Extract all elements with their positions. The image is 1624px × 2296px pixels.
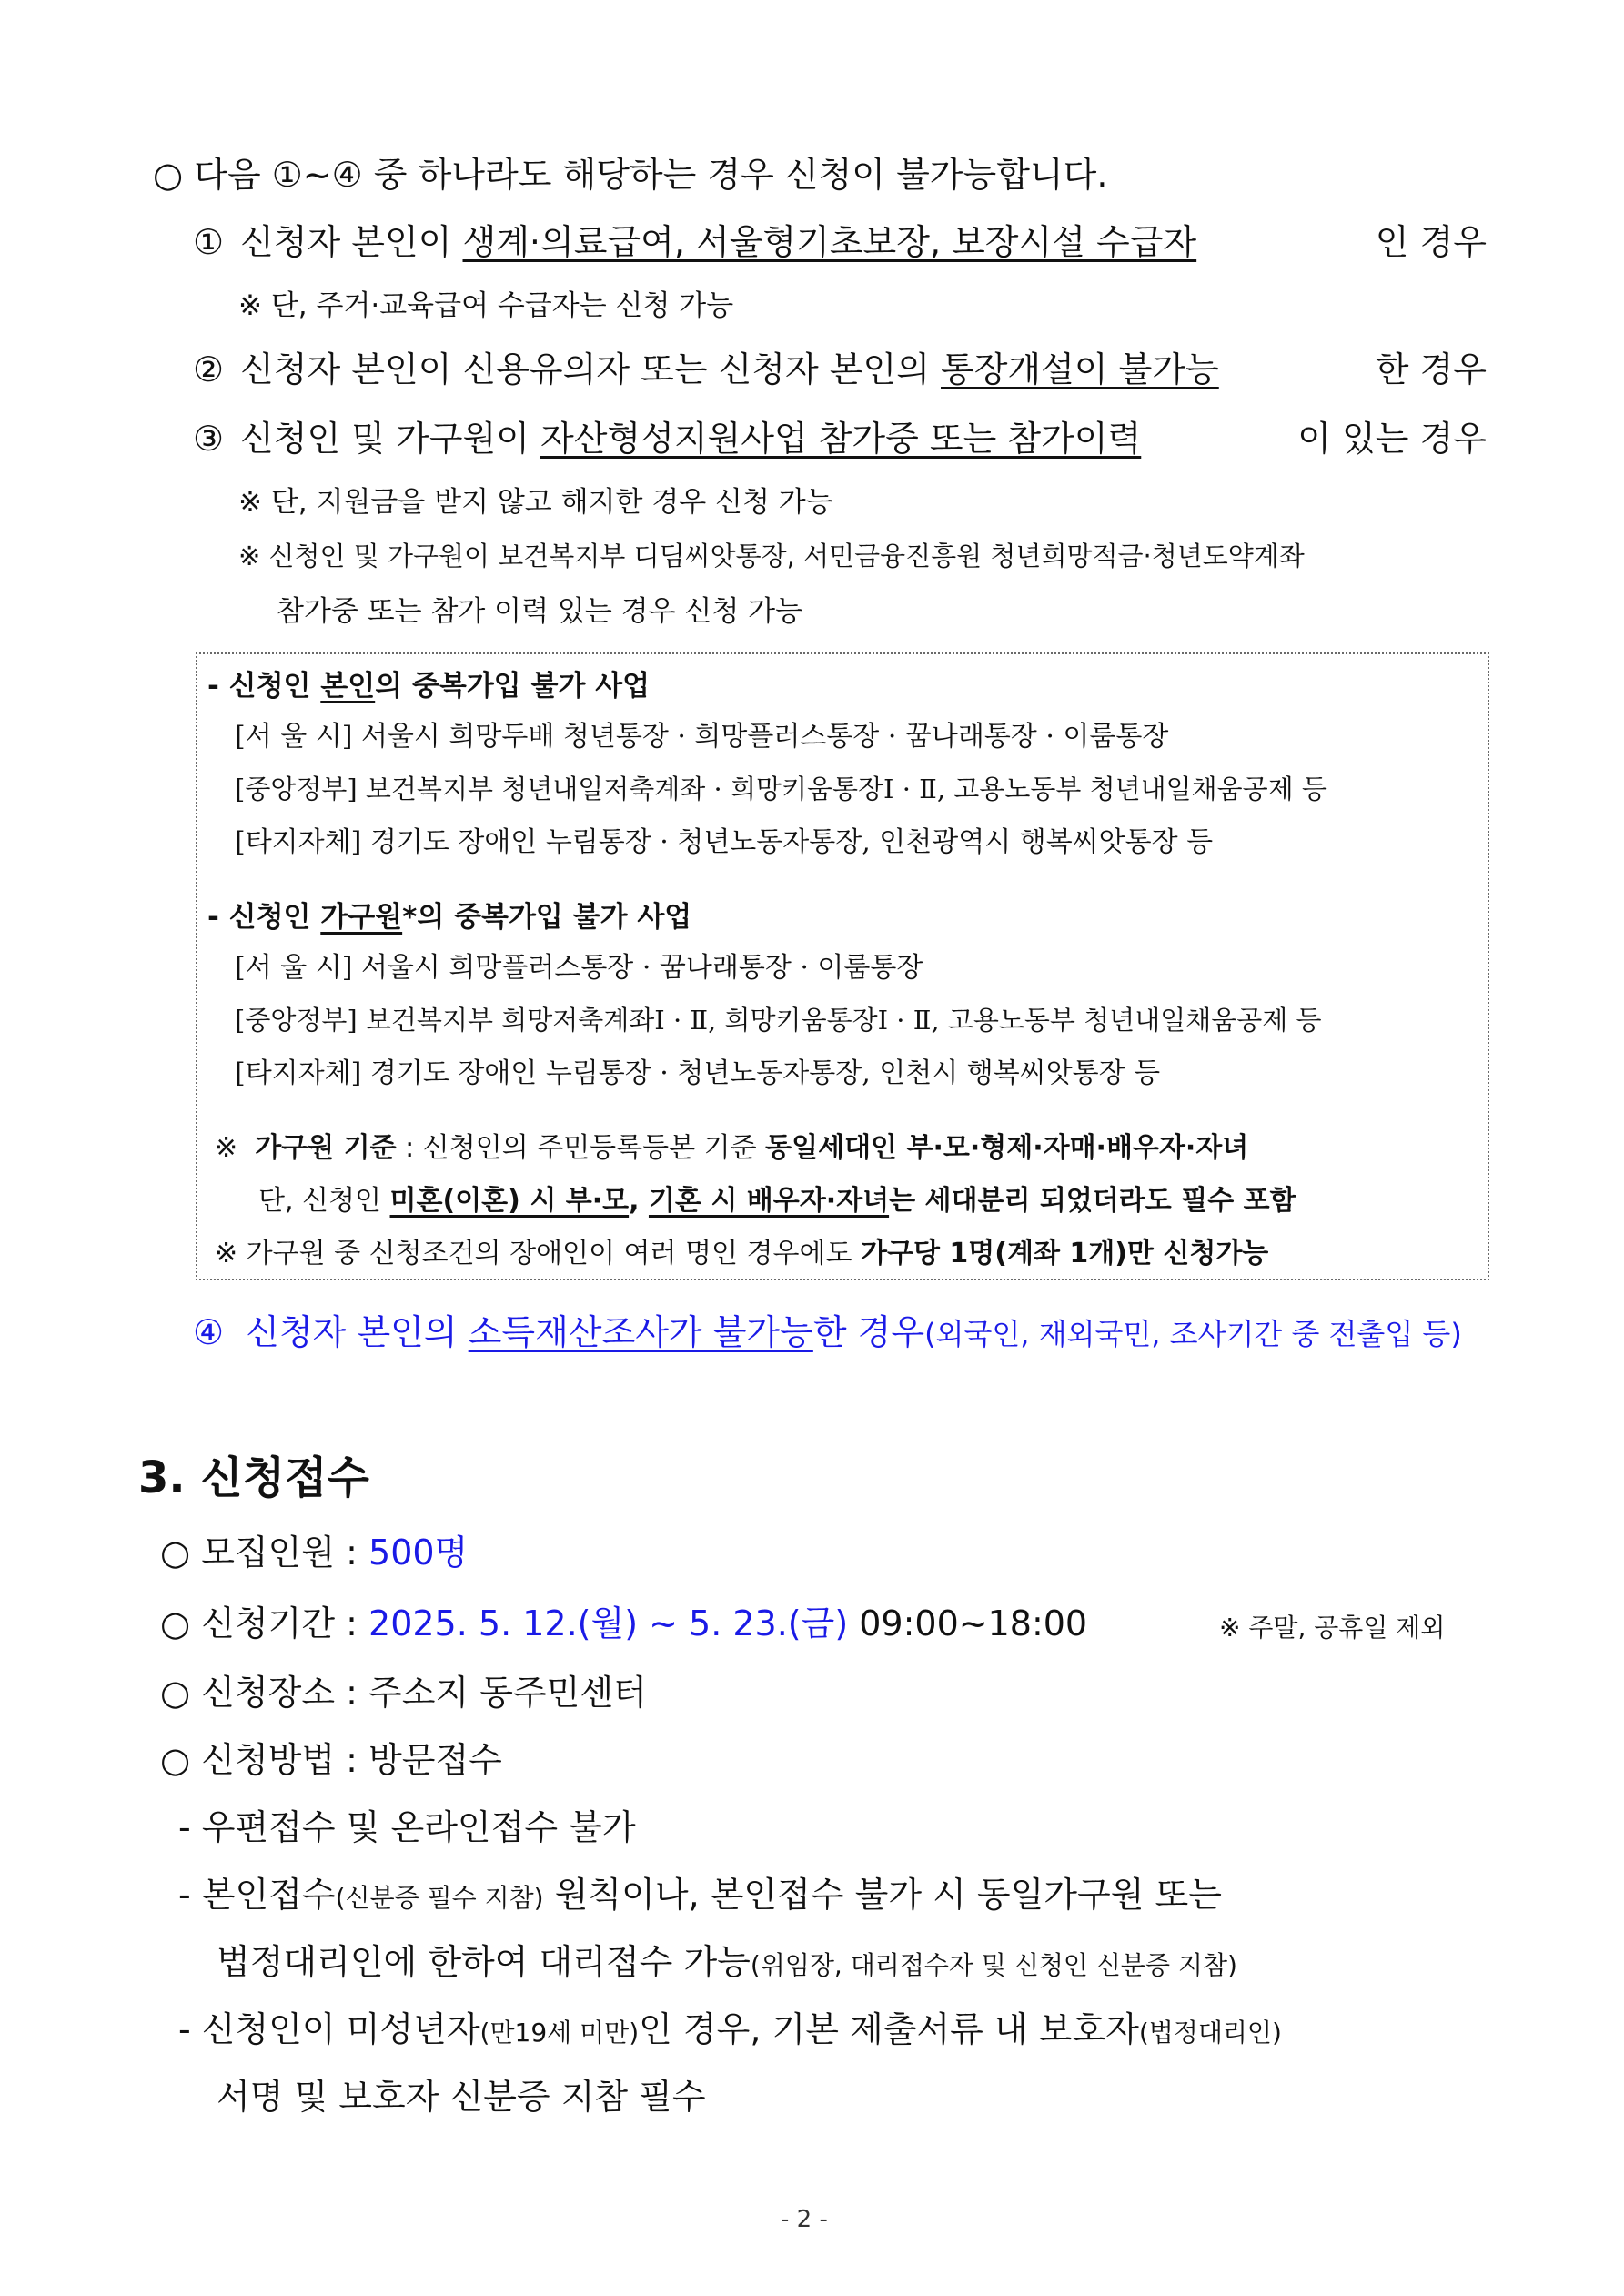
period-label: ○ 신청기간 : — [160, 1603, 369, 1644]
method-note-in-person — [178, 1875, 1222, 1917]
family-title-suffix: *의 중복가입 불가 사업 — [402, 901, 692, 934]
method-note-minor-line2: 서명 및 보호자 신분증 지참 필수 — [217, 2077, 706, 2117]
self-title-suffix: 의 중복가입 불가 사업 — [375, 670, 651, 703]
household-criteria-exception — [258, 1185, 1296, 1218]
condition-1-number: ① — [193, 222, 225, 262]
self-title-prefix: - 신청인 — [207, 670, 321, 703]
family-row-local: [타지자체] 경기도 장애인 누림통장 · 청년노동자통장, 인천시 행복씨앗통장 등 — [235, 1057, 1161, 1089]
condition-3-note-b-line2: 참가중 또는 참가 이력 있는 경우 신청 가능 — [277, 595, 803, 628]
criteria-mark: ※ — [215, 1132, 238, 1164]
self-row-seoul: [서 울 시] 서울시 희망두배 청년통장 · 희망플러스통장 · 꿈나래통장 · 이룸통장 — [235, 721, 1169, 753]
family-title-underlined: 가구원 — [320, 901, 403, 934]
family-restriction-title — [207, 901, 691, 935]
in-person-suffix: 원칙이나, 본인접수 불가 시 동일가구원 또는 — [543, 1875, 1222, 1915]
condition-4-examples: (외국인, 재외국민, 조사기간 중 전출입 등) — [924, 1317, 1462, 1351]
method-note-proxy — [217, 1942, 1237, 1984]
condition-1 — [193, 222, 1487, 264]
page-number: - 2 - — [781, 2206, 828, 2233]
in-person-id-note: (신분증 필수 지참) — [335, 1883, 544, 1913]
self-restriction-title — [207, 670, 650, 703]
condition-3-number: ③ — [193, 419, 225, 459]
condition-2 — [193, 349, 1487, 391]
minor-prefix: - 신청인이 미성년자 — [178, 2009, 480, 2049]
self-row-local: [타지자체] 경기도 장애인 누림통장 · 청년노동자통장, 인천광역시 행복씨앗통장 등 — [235, 826, 1214, 858]
application-method: ○ 신청방법 : 방문접수 — [160, 1740, 502, 1780]
recruit-label: ○ 모집인원 : — [160, 1532, 369, 1573]
condition-3-underlined: 자산형성지원사업 참가중 또는 참가이력 — [540, 419, 1142, 459]
application-period — [160, 1603, 1087, 1645]
minor-mid: 인 경우, 기본 제출서류 내 보호자 — [639, 2009, 1139, 2049]
exception-comma: , — [629, 1185, 649, 1217]
minor-guardian: (법정대리인) — [1138, 2018, 1282, 2048]
condition-4-number: ④ — [193, 1312, 225, 1352]
condition-1-note: ※ 단, 주거·교육급여 수급자는 신청 가능 — [238, 289, 734, 322]
family-row-seoul: [서 울 시] 서울시 희망플러스통장 · 꿈나래통장 · 이룸통장 — [235, 952, 923, 984]
exception-married: 기혼 시 배우자·자녀 — [648, 1185, 890, 1217]
condition-4 — [193, 1312, 1462, 1354]
section-title-application: 3. 신청접수 — [138, 1452, 369, 1503]
exception-prefix: 단, 신청인 — [258, 1185, 390, 1217]
exception-unmarried: 미혼(이혼) 시 부·모 — [389, 1185, 630, 1217]
disabled-note-text: ※ 가구원 중 신청조건의 장애인이 여러 명인 경우에도 — [215, 1238, 862, 1269]
condition-3-note-a: ※ 단, 지원금을 받지 않고 해지한 경우 신청 가능 — [238, 486, 833, 519]
condition-1-pre: 신청자 본인이 — [240, 222, 463, 262]
condition-3-pre: 신청인 및 가구원이 — [240, 419, 540, 459]
criteria-label: 가구원 기준 — [255, 1132, 397, 1164]
disabled-household-note — [215, 1238, 1268, 1270]
self-title-underlined: 본인 — [320, 670, 376, 703]
recruit-count — [160, 1532, 468, 1574]
application-place: ○ 신청장소 : 주소지 동주민센터 — [160, 1673, 647, 1713]
condition-4-post: 한 경우 — [812, 1312, 925, 1352]
condition-3 — [193, 419, 1487, 460]
condition-2-pre: 신청자 본인이 신용유의자 또는 신청자 본인의 — [240, 349, 942, 389]
household-criteria — [215, 1132, 1248, 1165]
self-row-central: [중앙정부] 보건복지부 청년내일저축계좌 · 희망키움통장Ⅰ · Ⅱ, 고용노동부 청년내일채움공제 등 — [235, 774, 1327, 804]
in-person-prefix: - 본인접수 — [178, 1875, 336, 1915]
period-note: ※ 주말, 공휴일 제외 — [1219, 1613, 1446, 1643]
period-time: 09:00~18:00 — [848, 1603, 1088, 1644]
recruit-value: 500명 — [368, 1532, 469, 1573]
disabled-note-bold: 가구당 1명(계좌 1개)만 신청가능 — [861, 1238, 1269, 1269]
condition-4-pre: 신청자 본인의 — [246, 1312, 469, 1352]
family-row-central: [중앙정부] 보건복지부 희망저축계좌Ⅰ · Ⅱ, 희망키움통장Ⅰ · Ⅱ, 고용노동부 청년내일채움공제 등 — [235, 1005, 1322, 1036]
condition-1-text — [240, 222, 1487, 264]
condition-2-underlined: 통장개설이 불가능 — [941, 349, 1219, 389]
minor-age: (만19세 미만) — [479, 2018, 640, 2048]
period-dates: 2025. 5. 12.(월) ~ 5. 23.(금) — [368, 1603, 849, 1644]
exception-suffix: 는 세대분리 되었더라도 필수 포함 — [889, 1185, 1296, 1217]
condition-2-number: ② — [193, 349, 225, 389]
condition-3-note-b-line1: ※ 신청인 및 가구원이 보건복지부 디딤씨앗통장, 서민금융진흥원 청년희망적금·청년도약계좌 — [238, 541, 1305, 571]
condition-4-underlined: 소득재산조사가 불가능 — [468, 1312, 813, 1352]
condition-3-post: 이 있는 경우 — [1297, 419, 1487, 459]
criteria-bold: 동일세대인 부·모·형제·자매·배우자·자녀 — [765, 1132, 1249, 1164]
criteria-text: : 신청인의 주민등록등본 기준 — [396, 1132, 766, 1164]
ineligibility-heading: ○ 다음 ①~④ 중 하나라도 해당하는 경우 신청이 불가능합니다. — [153, 155, 1108, 195]
method-note-no-mail: - 우편접수 및 온라인접수 불가 — [178, 1807, 636, 1847]
method-note-minor — [178, 2009, 1282, 2051]
condition-2-post: 한 경우 — [1375, 349, 1487, 389]
condition-2-text — [240, 349, 1487, 391]
condition-1-post: 인 경우 — [1375, 222, 1487, 262]
proxy-documents: (위임장, 대리접수자 및 신청인 신분증 지참) — [750, 1950, 1237, 1980]
family-title-prefix: - 신청인 — [207, 901, 321, 934]
proxy-text: 법정대리인에 한하여 대리접수 가능 — [217, 1942, 751, 1982]
condition-3-text — [240, 419, 1487, 460]
condition-1-underlined: 생계·의료급여, 서울형기초보장, 보장시설 수급자 — [462, 222, 1197, 262]
